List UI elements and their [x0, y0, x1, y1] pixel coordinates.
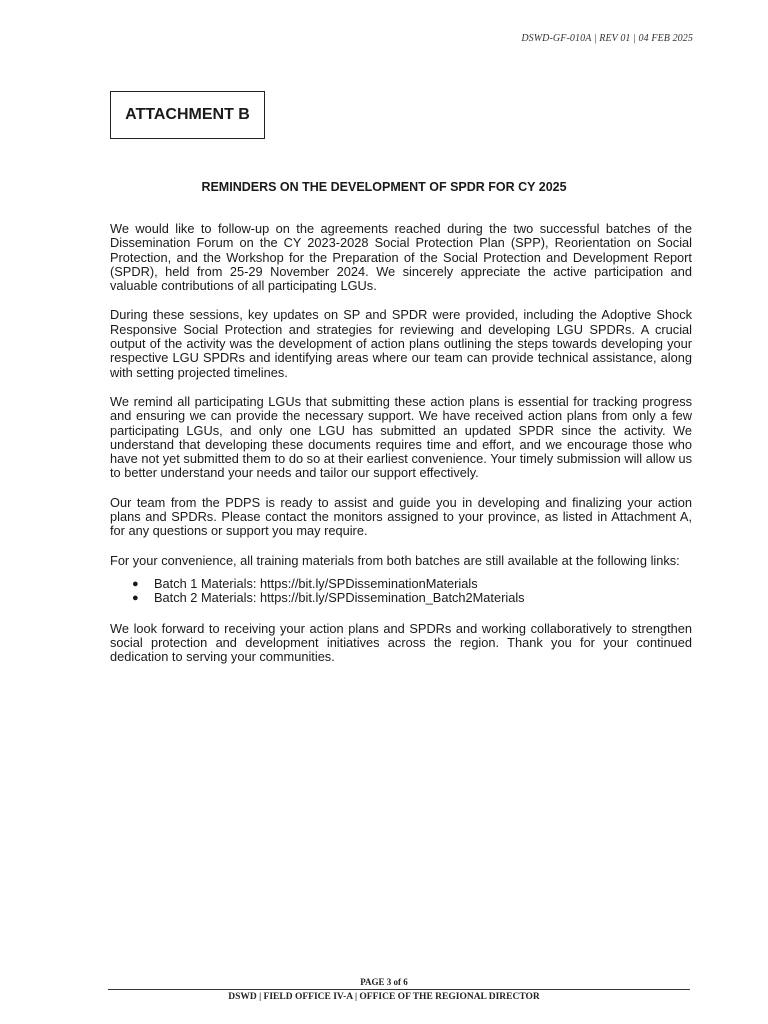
attachment-label: ATTACHMENT B [125, 106, 250, 123]
paragraph-followup: We would like to follow-up on the agreements reached during the two successful batches of the Dissemination Forum on the CY 2023-2028 Social Protection Plan (SPP), Reorientation on Social Protection, and the Workshop for the Preparation of the Social Protection and Development Report (SPDR), held from 25-29 November 2024. We sincerely appreciate the active participation and valuable contributions of all participating LGUs. [110, 221, 692, 294]
paragraph-sessions: During these sessions, key updates on SP and SPDR were provided, including the Adoptive Shock Responsive Social Protection and strategies for reviewing and developing LGU SPDRs. A crucial output of the activity was the development of action plans outlining the steps towards developing your respective LGU SPDRs and identifying areas where our team can provide technical assistance, along with setting projected timelines. [110, 307, 692, 380]
batch2-materials-link[interactable]: Batch 2 Materials: https://bit.ly/SPDissemination_Batch2Materials [154, 590, 525, 606]
list-item[interactable] [110, 577, 692, 591]
paragraph-reminder: We remind all participating LGUs that submitting these action plans is essential for tracking progress and ensuring we can provide the necessary support. We have received action plans from only a few participating LGUs, and only one LGU has submitted an updated SPDR since the activity. We understand that developing these documents requires time and effort, and we encourage those who have not yet submitted them to do so at their earliest convenience. Your timely submission will allow us to better understand your needs and tailor our support effectively. [110, 393, 692, 481]
document-body [110, 222, 692, 679]
paragraph-links-intro: For your convenience, all training materials from both batches are still available at the following links: [110, 552, 680, 568]
materials-link-list [110, 577, 692, 606]
page-number: PAGE 3 of 6 [360, 977, 408, 987]
document-code: DSWD-GF-010A | REV 01 | 04 FEB 2025 [521, 33, 693, 44]
footer-divider [108, 989, 690, 990]
paragraph-closing: We look forward to receiving your action plans and SPDRs and working collaboratively to strengthen social protection and development initiatives across the region. Thank you for your continued dedication to serving your communities. [110, 620, 692, 665]
footer-office: DSWD | FIELD OFFICE IV-A | OFFICE OF THE REGIONAL DIRECTOR [228, 992, 540, 1002]
list-item[interactable] [110, 591, 692, 605]
paragraph-assistance: Our team from the PDPS is ready to assist and guide you in developing and finalizing your action plans and SPDRs. Please contact the monitors assigned to your province, as listed in Attachment A, for any questions or support you may require. [110, 494, 692, 539]
document-title: REMINDERS ON THE DEVELOPMENT OF SPDR FOR CY 2025 [201, 180, 567, 194]
attachment-label-box [110, 91, 265, 139]
batch1-materials-link[interactable]: Batch 1 Materials: https://bit.ly/SPDisseminationMaterials [154, 575, 478, 591]
bullet-icon: ● [132, 592, 139, 605]
bullet-icon: ● [132, 577, 139, 590]
